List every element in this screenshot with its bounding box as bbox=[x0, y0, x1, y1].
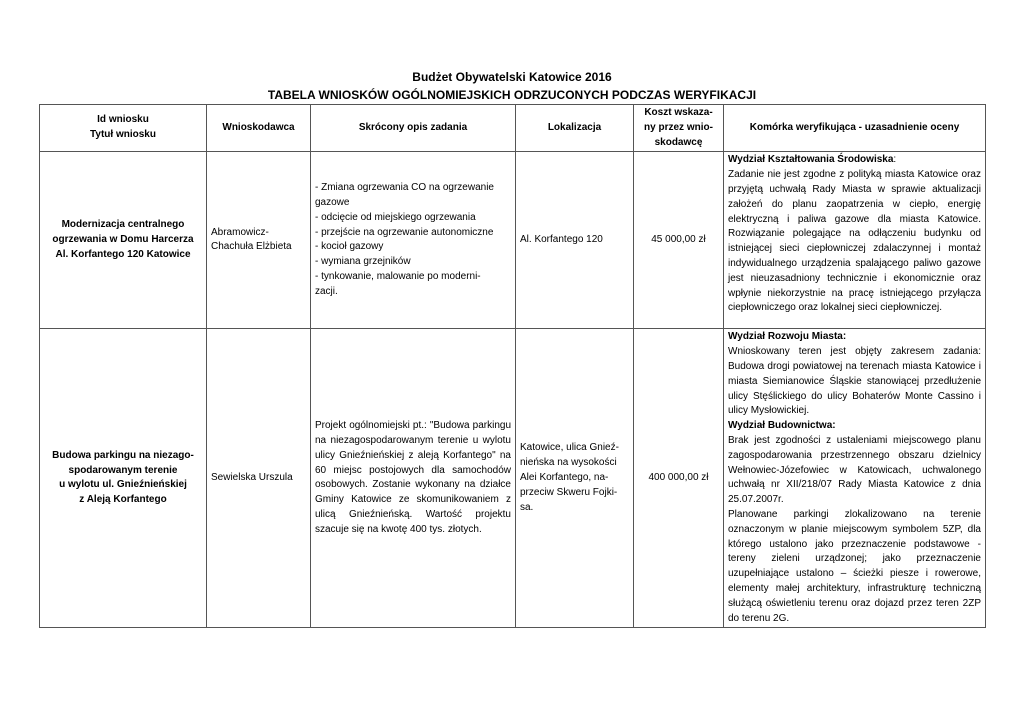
applicant-line: Abramowicz- bbox=[211, 226, 269, 238]
description-line: - przejście na ogrzewanie autonomiczne bbox=[315, 226, 494, 238]
table-row bbox=[40, 152, 986, 329]
table-header-row bbox=[40, 105, 986, 152]
justification-unit-heading: Wydział Rozwoju Miasta: bbox=[728, 331, 847, 343]
header-title-line: Tytuł wniosku bbox=[90, 129, 156, 141]
header-location: Lokalizacja bbox=[516, 105, 634, 152]
location-line: przeciw Skweru Fojki- bbox=[520, 486, 618, 498]
header-description: Skrócony opis zadania bbox=[311, 105, 516, 152]
justification-unit-heading: Wydział Kształtowania Środowiska bbox=[728, 154, 894, 166]
description-line: - kocioł gazowy bbox=[315, 241, 384, 253]
application-title-line: spodarowanym terenie bbox=[68, 464, 178, 476]
description-line: - odcięcie od miejskiego ogrzewania bbox=[315, 211, 476, 223]
location: Al. Korfantego 120 bbox=[516, 152, 634, 329]
application-title-line: z Aleją Korfantego bbox=[79, 494, 167, 506]
justification-text: Planowane parkingi zlokalizowano na terenie oznaczonym w planie miejscowym symbolem 5ZP, dla którego ustalono jako przeznaczenie podstawowe - tereny zieleni urządzonej; jako przeznaczenie uzupełniające ustalono – ścieżki piesze i rowerowe, elementy małej architektury, infrastrukturę techniczną służącą oświetleniu terenu oraz dojazd przez teren 2ZP do terenu 2G. bbox=[728, 508, 981, 624]
cost: 400 000,00 zł bbox=[634, 329, 724, 628]
applicant bbox=[207, 152, 311, 329]
header-cost bbox=[634, 105, 724, 152]
description-line: gazowe bbox=[315, 197, 350, 208]
location bbox=[516, 329, 634, 628]
applicant-line: Chachuła Elżbieta bbox=[211, 241, 292, 253]
document-title: Budżet Obywatelski Katowice 2016 bbox=[412, 70, 612, 84]
location-line: sa. bbox=[520, 501, 534, 513]
document-subtitle: TABELA WNIOSKÓW OGÓLNOMIEJSKICH ODRZUCONYCH PODCZAS WERYFIKACJI bbox=[267, 88, 757, 102]
application-title-line: u wylotu ul. Gnieźnieńskiej bbox=[59, 479, 187, 491]
description-line: - wymiana grzejników bbox=[315, 256, 411, 268]
header-cost-line: skodawcę bbox=[654, 136, 703, 148]
header-cost-line: Koszt wskaza- bbox=[644, 107, 713, 118]
heading-colon: : bbox=[893, 154, 897, 166]
header-verification-unit: Komórka weryfikująca - uzasadnienie oceny bbox=[724, 105, 986, 152]
description-line: - Zmiana ogrzewania CO na ogrzewanie bbox=[315, 182, 494, 194]
task-description: Projekt ogólnomiejski pt.: "Budowa parkingu na niezagospodarowanym terenie u wylotu ulicy Gnieźnieńskiej z aleją Korfantego" na 60 miejsc postojowych dla samochodów osobowych. Zostanie wykonany na działce Gminy Katowice ze skomunikowaniem z ulicą Gnieźnieńską. Wartość projektu szacuje się na kwotę 400 tys. złotych. bbox=[311, 329, 516, 628]
application-title-line: Budowa parkingu na niezago- bbox=[52, 449, 194, 461]
task-description bbox=[311, 152, 516, 329]
applicant-line: Sewielska Urszula bbox=[211, 471, 293, 483]
verification-justification bbox=[724, 152, 986, 329]
justification-unit-heading: Wydział Budownictwa: bbox=[728, 420, 836, 432]
justification-text: Brak jest zgodności z ustaleniami miejscowego planu zagospodarowania przestrzennego obszaru dzielnicy Wełnowiec-Józefowiec w Katowicach, uchwalonego uchwałą nr XII/218/07 Rady Miasta Katowice z dnia 25.07.2007r. bbox=[728, 434, 981, 506]
verification-justification bbox=[724, 329, 986, 628]
header-id-title bbox=[40, 105, 207, 152]
application-title-line: Al. Korfantego 120 Katowice bbox=[55, 248, 191, 260]
applicant bbox=[207, 329, 311, 628]
cost: 45 000,00 zł bbox=[634, 152, 724, 329]
location-line: Katowice, ulica Gnieź- bbox=[520, 442, 619, 454]
justification-text: Wnioskowany teren jest objęty zakresem zadania: Budowa drogi powiatowej na terenach miasta Katowice i miasta Siemianowice Śląskie stanowiącej przedłużenie ulicy Stęślickiego do ulicy Bohaterów Monte Cassino i ulicy Mysłowickiej. bbox=[728, 346, 981, 417]
rejected-applications-table bbox=[39, 104, 986, 628]
application-title bbox=[40, 329, 207, 628]
header-applicant: Wnioskodawca bbox=[207, 105, 311, 152]
application-title-line: ogrzewania w Domu Harcerza bbox=[52, 233, 194, 245]
location-line: nieńska na wysokości bbox=[520, 457, 617, 469]
header-id-line: Id wniosku bbox=[97, 114, 149, 126]
location-line: Alei Korfantego, na- bbox=[520, 471, 609, 483]
application-title bbox=[40, 152, 207, 329]
application-title-line: Modernizacja centralnego bbox=[61, 219, 185, 231]
description-line: zacji. bbox=[315, 285, 338, 297]
justification-text: Zadanie nie jest zgodne z polityką miasta Katowice oraz przyjętą uchwałą Rady Miasta w sprawie aktualizacji założeń do planu zaopatrzenia w ciepło, energię elektryczną i paliwa gazowe dla miasta Katowice. Rozwiązanie polegające na odłączeniu budynku od istniejącej sieci ciepłowniczej zdalaczynnej i montaż indywidualnego urządzenia spalającego paliwo gazowe jest nieuzasadniony technicznie i ekonomicznie oraz wpłynie niekorzystnie na pracę istniejącego przyłącza ciepłowniczego oraz lokalnej sieci ciepłowniczej. bbox=[728, 169, 981, 314]
header-cost-line: ny przez wnio- bbox=[644, 121, 713, 133]
description-line: - tynkowanie, malowanie po moderni- bbox=[315, 270, 481, 282]
table-row bbox=[40, 329, 986, 628]
